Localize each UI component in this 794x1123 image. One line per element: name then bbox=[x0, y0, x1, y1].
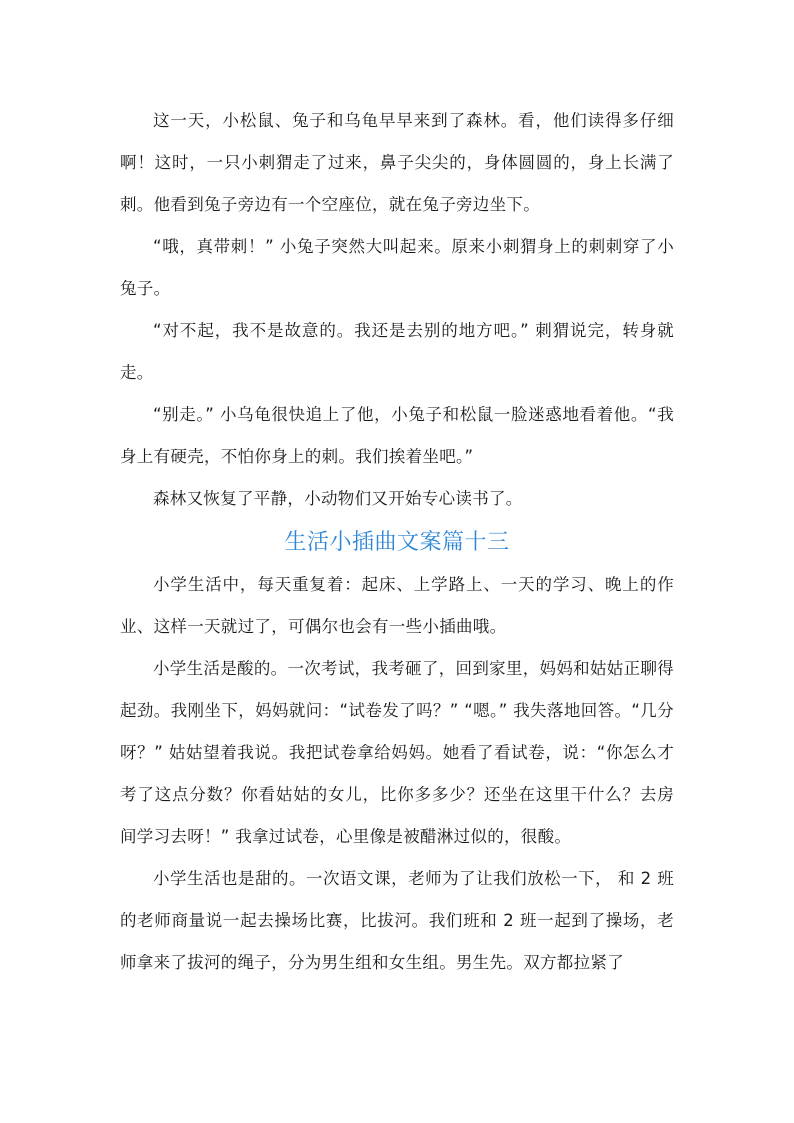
story-paragraph-4: “别走。” 小乌龟很快追上了他，小兔子和松鼠一脸迷惑地看着他。“我身上有硬壳，不怕你身上的刺。我们挨着坐吧。” bbox=[120, 405, 674, 466]
story-paragraph-2: “哦，真带刺！” 小兔子突然大叫起来。原来小刺猬身上的刺刺穿了小兔子。 bbox=[120, 237, 674, 298]
section-paragraph-1: 小学生活中，每天重复着：起床、上学路上、一天的学习、晚上的作业、这样一天就过了，可偶尔也会有一些小插曲哦。 bbox=[120, 575, 674, 636]
section-paragraph-2: 小学生活是酸的。一次考试，我考砸了，回到家里，妈妈和姑姑正聊得起劲。我刚坐下，妈妈就问：“试卷发了吗？” “嗯。” 我失落地回答。“几分呀？” 姑姑望着我说。我把试卷拿给妈妈。她看了看试卷，说：“你怎么才考了这点分数？你看姑姑的女儿，比你多多少？还坐在这里干什么？去房间学习去呀！” 我拿过试卷，心里像是被醋淋过似的，很酸。 bbox=[120, 659, 674, 846]
section-title: 生活小插曲文案篇十三 bbox=[284, 530, 510, 555]
document-body bbox=[120, 100, 674, 984]
story-paragraph-1: 这一天，小松鼠、兔子和乌龟早早来到了森林。看，他们读得多仔细啊！这时，一只小刺猬走了过来，鼻子尖尖的，身体圆圆的，身上长满了刺。他看到兔子旁边有一个空座位，就在兔子旁边坐下。 bbox=[120, 111, 674, 214]
section-paragraph-3: 小学生活也是甜的。一次语文课，老师为了让我们放松一下， 和 2 班的老师商量说一起去操场比赛，比拔河。我们班和 2 班一起到了操场，老师拿来了拔河的绳子，分为男生组和女生组。男生先。双方都拉紧了 bbox=[120, 869, 674, 972]
story-paragraph-5: 森林又恢复了平静，小动物们又开始专心读书了。 bbox=[153, 489, 523, 508]
story-paragraph-3: “对不起，我不是故意的。我还是去别的地方吧。” 刺猬说完，转身就走。 bbox=[120, 321, 674, 382]
